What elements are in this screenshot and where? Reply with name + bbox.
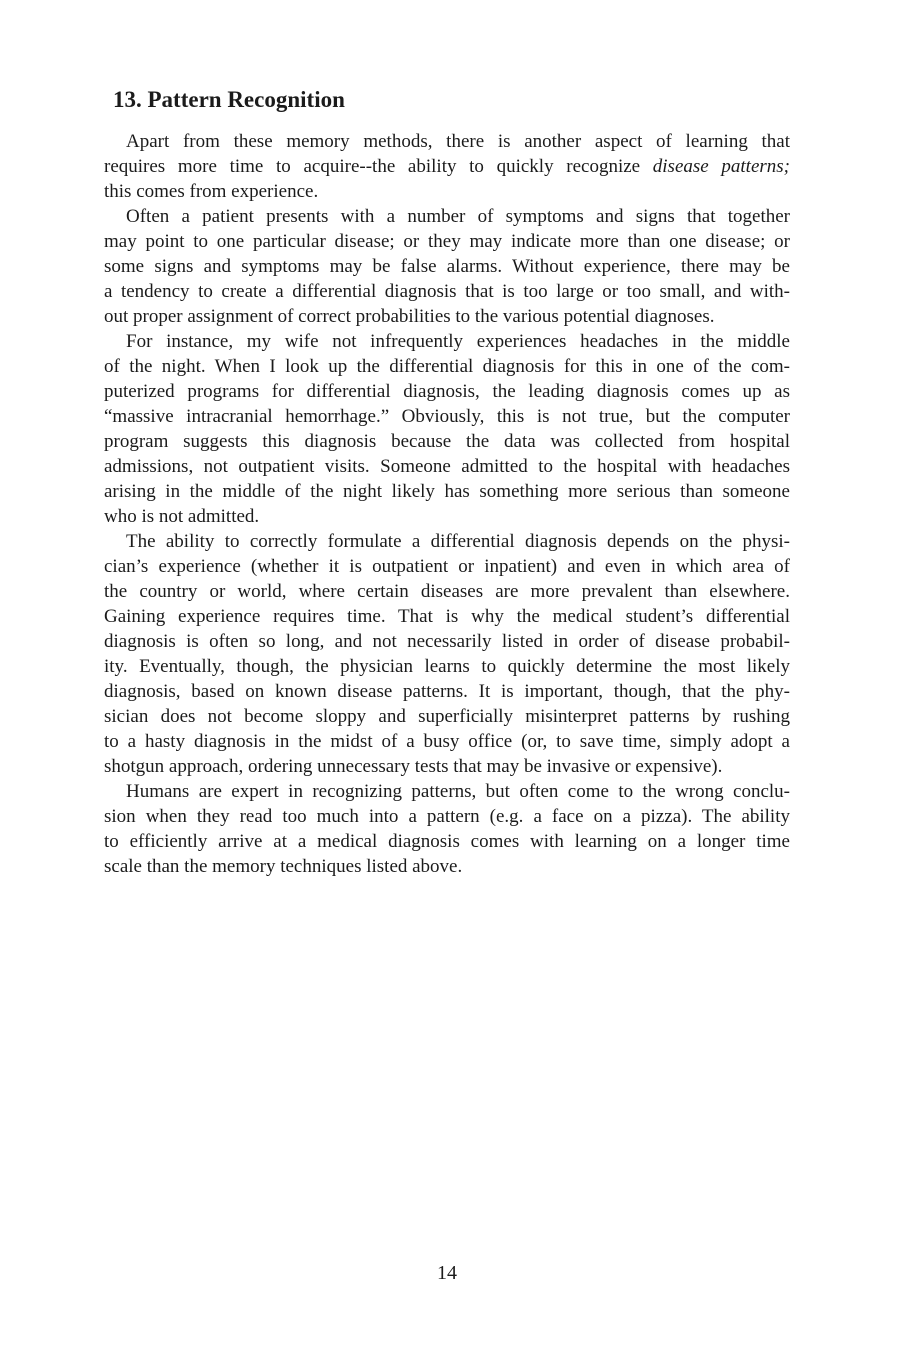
italic-text: disease patterns; — [652, 156, 790, 177]
text-line — [104, 454, 790, 479]
body-text: of the night. When I look up the differential diagnosis for this in one of the com- — [104, 356, 790, 377]
body-text: puterized programs for differential diagnosis, the leading diagnosis comes up as — [104, 381, 790, 402]
text-line — [104, 354, 790, 379]
text-line — [104, 304, 790, 329]
body-text: the country or world, where certain diseases are more prevalent than elsewhere. — [104, 581, 790, 602]
body-text: who is not admitted. — [104, 506, 260, 527]
text-line — [104, 129, 790, 154]
text-line — [104, 329, 790, 354]
text-line — [104, 829, 790, 854]
text-line — [104, 379, 790, 404]
body-text: diagnosis is often so long, and not necessarily listed in order of disease probabil- — [104, 631, 790, 652]
body-text: For instance, my wife not infrequently experiences headaches in the middle — [126, 331, 790, 352]
body-text: Apart from these memory methods, there is another aspect of learning that — [126, 131, 790, 152]
text-line — [104, 679, 790, 704]
text-line — [104, 279, 790, 304]
text-column — [104, 86, 790, 879]
text-line — [104, 479, 790, 504]
text-line — [104, 579, 790, 604]
text-line — [104, 854, 790, 879]
body-text: out proper assignment of correct probabilities to the various potential diagnoses. — [104, 306, 715, 327]
body-text: The ability to correctly formulate a differential diagnosis depends on the physi- — [126, 531, 790, 552]
paragraph — [104, 204, 790, 329]
text-line — [104, 554, 790, 579]
text-line — [104, 429, 790, 454]
body-text: requires more time to acquire--the ability to quickly recognize — [104, 156, 653, 177]
body-text: program suggests this diagnosis because the data was collected from hospital — [104, 431, 790, 452]
text-line — [104, 629, 790, 654]
text-line — [104, 179, 790, 204]
paragraph — [104, 129, 790, 204]
paragraph — [104, 779, 790, 879]
body-text: “massive intracranial hemorrhage.” Obviously, this is not true, but the computer — [104, 406, 790, 427]
body-text: Gaining experience requires time. That is why the medical student’s differential — [104, 606, 790, 627]
body-text: arising in the middle of the night likely has something more serious than someone — [104, 481, 790, 502]
body-text: Often a patient presents with a number of symptoms and signs that together — [126, 206, 790, 227]
body-text: Humans are expert in recognizing patterns, but often come to the wrong conclu- — [126, 781, 790, 802]
text-line — [104, 704, 790, 729]
text-line — [104, 204, 790, 229]
body-text: cian’s experience (whether it is outpatient or inpatient) and even in which area of — [104, 556, 790, 577]
body-text: sion when they read too much into a pattern (e.g. a face on a pizza). The ability — [104, 806, 790, 827]
text-line — [104, 604, 790, 629]
body-text: this comes from experience. — [104, 181, 319, 202]
text-line — [104, 254, 790, 279]
body-text: shotgun approach, ordering unnecessary tests that may be invasive or expensive). — [104, 756, 723, 777]
body-text: a tendency to create a differential diagnosis that is too large or too small, and with- — [104, 281, 790, 302]
text-line — [104, 404, 790, 429]
text-line — [104, 229, 790, 254]
body-text: ity. Eventually, though, the physician learns to quickly determine the most likely — [104, 656, 790, 677]
text-line — [104, 154, 790, 179]
body-text: diagnosis, based on known disease patterns. It is important, though, that the phy- — [104, 681, 790, 702]
text-line — [104, 804, 790, 829]
body-text: may point to one particular disease; or they may indicate more than one disease; or — [104, 231, 790, 252]
body-text: admissions, not outpatient visits. Someone admitted to the hospital with headaches — [104, 456, 790, 477]
text-line — [104, 779, 790, 804]
text-line — [104, 729, 790, 754]
text-line — [104, 504, 790, 529]
body-text: sician does not become sloppy and superficially misinterpret patterns by rushing — [104, 706, 790, 727]
text-line — [104, 754, 790, 779]
paragraph — [104, 529, 790, 779]
paragraph — [104, 329, 790, 529]
body-text: some signs and symptoms may be false alarms. Without experience, there may be — [104, 256, 790, 277]
body-text: to efficiently arrive at a medical diagnosis comes with learning on a longer time — [104, 831, 790, 852]
section-heading: 13. Pattern Recognition — [113, 87, 345, 112]
paragraphs-container — [104, 129, 790, 879]
body-text: to a hasty diagnosis in the midst of a busy office (or, to save time, simply adopt a — [104, 731, 790, 752]
text-line — [104, 529, 790, 554]
page-number: 14 — [437, 1262, 457, 1284]
body-text: scale than the memory techniques listed above. — [104, 856, 463, 877]
text-line — [104, 654, 790, 679]
